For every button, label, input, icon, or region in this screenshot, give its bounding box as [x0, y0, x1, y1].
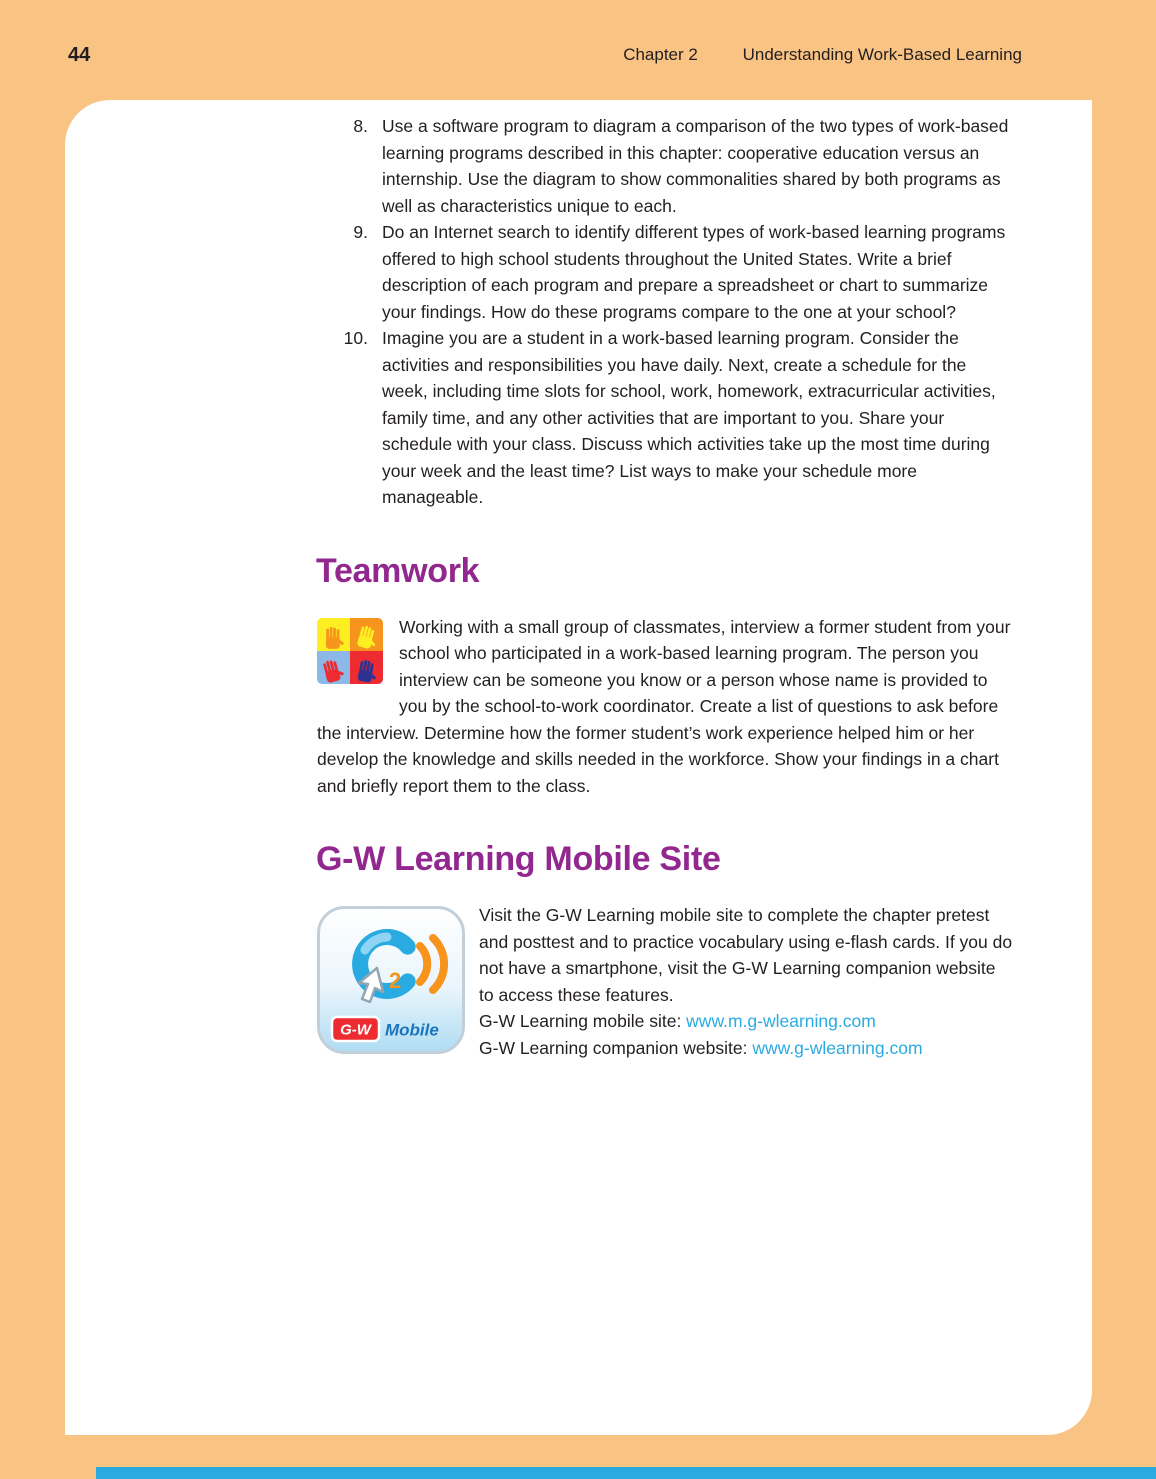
list-item	[317, 325, 1014, 511]
gw-mobile-app-icon	[317, 906, 465, 1054]
gw-badge-label: G-W	[340, 1021, 371, 1039]
page-number: 44	[68, 43, 91, 66]
footer-accent-bar	[96, 1467, 1156, 1479]
teamwork-section	[317, 614, 1014, 800]
mobile-site-link[interactable]: www.m.g-wlearning.com	[686, 1011, 876, 1031]
list-item-number: 10.	[343, 328, 368, 348]
list-item	[317, 113, 1014, 219]
chapter-label: Chapter 2	[623, 45, 698, 64]
list-item-text: Use a software program to diagram a comparison of the two types of work-based learning programs described in this chapter: cooperative education versus an internship. Use the diagram to show commonalities shared by both programs as well as characteristics unique to each.	[382, 116, 1009, 216]
list-item-number: 9.	[353, 222, 368, 242]
companion-site-link[interactable]: www.g-wlearning.com	[752, 1037, 923, 1058]
list-item-number: 8.	[353, 116, 368, 136]
content-panel	[65, 100, 1092, 1435]
mobile-site-link-label: G-W Learning mobile site:	[479, 1011, 687, 1031]
companion-site-link-label: G-W Learning companion website:	[479, 1037, 753, 1058]
chapter-title: Understanding Work-Based Learning	[742, 45, 1022, 64]
teamwork-hands-icon	[317, 618, 383, 684]
list-item-text: Do an Internet search to identify different types of work-based learning programs offered to high school students throughout the United States. Write a brief description of each program and prepare a spreadsheet or chart to summarize your findings. How do these programs compare to the one at your school?	[382, 222, 1006, 322]
page-header	[0, 0, 1156, 100]
mobile-site-section	[317, 902, 1014, 1064]
icon-digit: 2	[389, 968, 402, 993]
teamwork-body: Working with a small group of classmates, interview a former student from your school who participated in a work-based learning program. The person you interview can be someone you know or a person whose name is provided to you by the school-to-work coordinator. Create a list of questions to ask before the interview. Determine how the former student’s work experience helped him or her develop the knowledge and skills needed in the workforce. Show your findings in a chart and briefly report them to the class.	[317, 616, 1011, 796]
running-head	[623, 45, 1022, 65]
teamwork-heading: Teamwork	[316, 551, 480, 590]
list-item-text: Imagine you are a student in a work-based learning program. Consider the activities and responsibilities you have daily. Next, create a schedule for the week, including time slots for school, work, homework, extracurricular activities, family time, and any other activities that are important to you. Share your schedule with your class. Discuss which activities take up the most time during your week and the least time? List ways to make your schedule more manageable.	[382, 328, 996, 507]
mobile-site-heading: G-W Learning Mobile Site	[316, 840, 721, 878]
list-item	[317, 219, 1014, 325]
activities-list	[317, 113, 1014, 511]
mobile-badge-label: Mobile	[385, 1020, 439, 1040]
mobile-site-body: Visit the G-W Learning mobile site to complete the chapter pretest and posttest and to practice vocabulary using e-flash cards. If you do not have a smartphone, visit the G-W Learning companion website to access these features.	[479, 905, 1013, 1005]
